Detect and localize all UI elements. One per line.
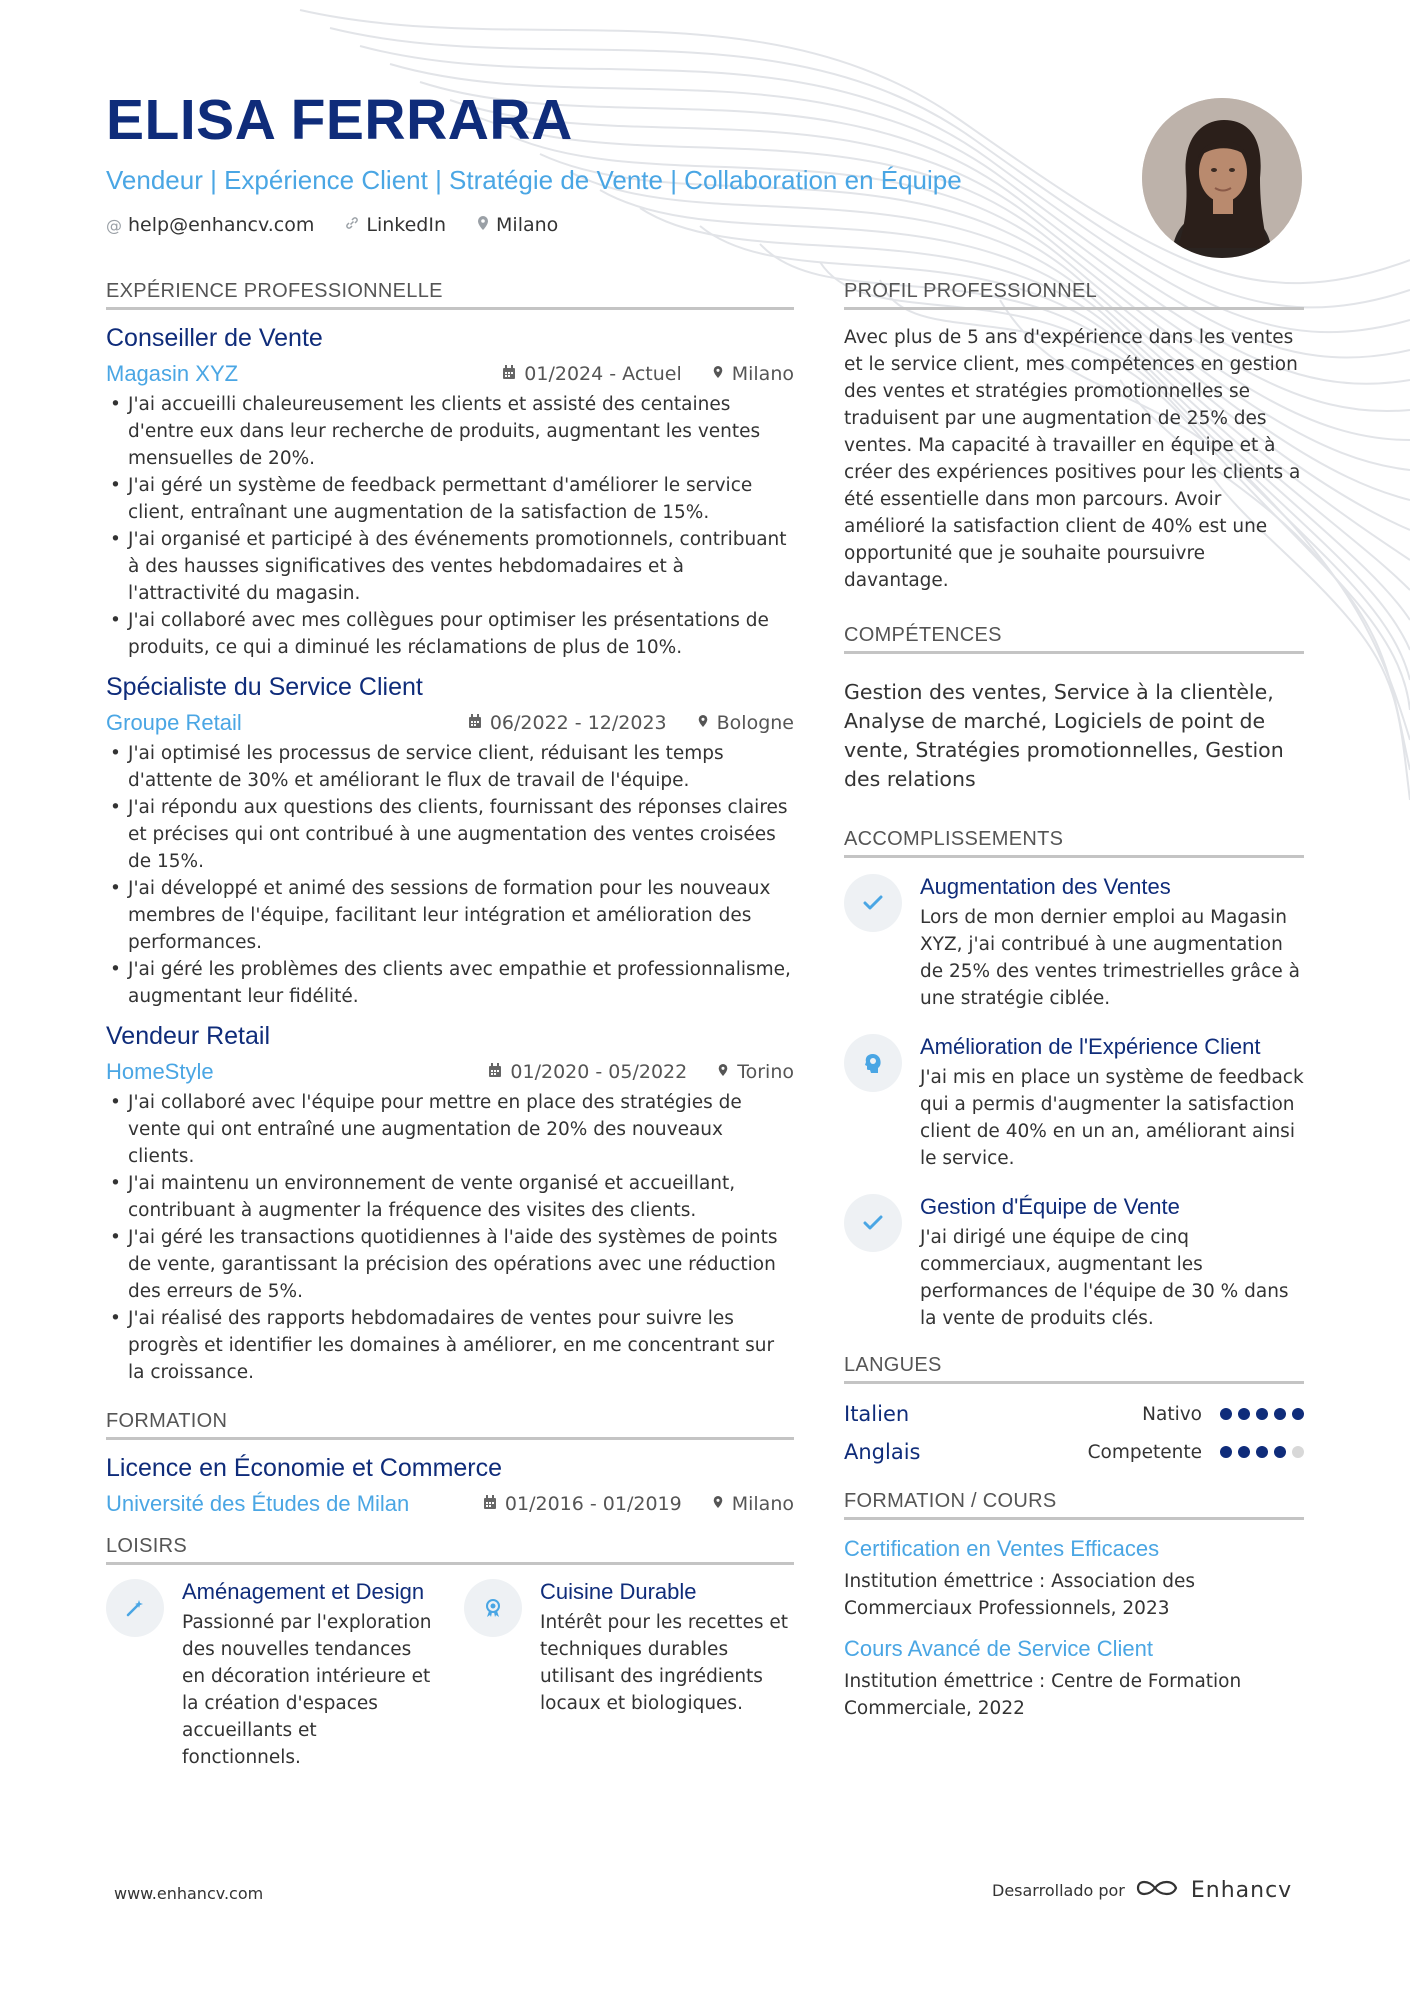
skills-section-title: COMPÉTENCES bbox=[844, 624, 1304, 654]
job-dates-text: 06/2022 - 12/2023 bbox=[489, 712, 667, 734]
course-text: Institution émettrice : Centre de Formation Commerciale, 2022 bbox=[844, 1671, 1242, 1719]
job-location-text: Torino bbox=[737, 1061, 794, 1083]
head-brain-icon bbox=[844, 1034, 902, 1092]
job-meta bbox=[106, 361, 794, 387]
achievement-item bbox=[844, 1194, 1304, 1332]
hobby-title: Aménagement et Design bbox=[182, 1579, 425, 1604]
contact-linkedin[interactable] bbox=[344, 214, 446, 236]
experience-section-title: EXPÉRIENCE PROFESSIONNELLE bbox=[106, 280, 794, 310]
language-level: Competente bbox=[1087, 1441, 1202, 1463]
achievement-title: Amélioration de l'Expérience Client bbox=[920, 1034, 1261, 1059]
hobby-text: Intérêt pour les recettes et techniques durables utilisant des ingrédients locaux et biologiques. bbox=[540, 1612, 789, 1714]
rating-dot-empty bbox=[1292, 1446, 1304, 1458]
location-pin-icon bbox=[717, 1062, 729, 1082]
checkmark-icon bbox=[844, 1194, 902, 1252]
degree-title: Licence en Économie et Commerce bbox=[106, 1454, 503, 1482]
calendar-icon bbox=[488, 1063, 502, 1082]
resume-header bbox=[106, 88, 1106, 236]
link-icon bbox=[344, 215, 360, 235]
language-level: Nativo bbox=[1142, 1403, 1202, 1425]
job-company: Magasin XYZ bbox=[106, 361, 239, 386]
brand-name: Enhancv bbox=[1190, 1877, 1293, 1903]
job-entry bbox=[106, 673, 794, 1010]
job-dates bbox=[488, 1061, 687, 1083]
location-pin-icon bbox=[697, 713, 709, 733]
job-company: Groupe Retail bbox=[106, 710, 242, 735]
achievement-text: J'ai dirigé une équipe de cinq commerciaux, augmentant les performances de l'équipe de 30 % dans la vente de produits clés. bbox=[920, 1227, 1289, 1329]
education-entry bbox=[106, 1454, 794, 1517]
job-title: Conseiller de Vente bbox=[106, 324, 323, 352]
contact-row bbox=[106, 214, 1106, 236]
job-bullet: • J'ai développé et animé des sessions de formation pour les nouveaux membres de l'équipe, facilitant leur intégration et amélioration des performances. bbox=[106, 875, 794, 956]
location-pin-icon bbox=[712, 364, 724, 384]
calendar-icon bbox=[483, 1495, 497, 1514]
education-dates-text: 01/2016 - 01/2019 bbox=[504, 1493, 682, 1515]
language-item bbox=[844, 1440, 1304, 1464]
job-bullet: • J'ai répondu aux questions des clients, fournissant des réponses claires et précises qui ont contribué à une augmentation des ventes croisées de 15%. bbox=[106, 794, 794, 875]
job-meta bbox=[106, 1059, 794, 1085]
location-pin-icon bbox=[712, 1494, 724, 1514]
language-item bbox=[844, 1402, 1304, 1426]
left-column bbox=[106, 280, 794, 1771]
award-icon bbox=[464, 1579, 522, 1637]
language-rating bbox=[1220, 1408, 1304, 1420]
profile-text: Avec plus de 5 ans d'expérience dans les ventes et le service client, mes compétences en gestion des ventes et stratégies promotionnelles se traduisent par une augmentation de 25% des ventes. Ma capacité à travailler en équipe et à créer des expériences positives pour les clients a été essentielle dans mon parcours. Avoir amélioré la satisfaction client de 40% est une opportunité que je souhaite poursuivre davantage. bbox=[844, 327, 1301, 591]
course-text: Institution émettrice : Association des Commerciaux Professionnels, 2023 bbox=[844, 1571, 1196, 1619]
email-text: help@enhancv.com bbox=[128, 214, 315, 236]
footer-website[interactable]: www.enhancv.com bbox=[114, 1884, 264, 1903]
languages-section-title: LANGUES bbox=[844, 1354, 1304, 1384]
location-pin-icon bbox=[476, 215, 490, 235]
job-bullets bbox=[106, 391, 794, 661]
job-bullet: • J'ai maintenu un environnement de vente organisé et accueillant, contribuant à augmenter la fréquence des visites des clients. bbox=[106, 1170, 794, 1224]
course-item bbox=[844, 1636, 1304, 1722]
rating-dot-filled bbox=[1220, 1446, 1232, 1458]
education-section-title: FORMATION bbox=[106, 1410, 794, 1440]
education-location bbox=[712, 1493, 794, 1515]
achievement-title: Augmentation des Ventes bbox=[920, 874, 1171, 899]
job-bullets bbox=[106, 1089, 794, 1386]
job-bullet: • J'ai collaboré avec mes collègues pour optimiser les présentations de produits, ce qui a diminué les réclamations de plus de 10%. bbox=[106, 607, 794, 661]
at-icon: @ bbox=[106, 215, 122, 235]
job-location bbox=[697, 712, 794, 734]
job-title: Spécialiste du Service Client bbox=[106, 673, 423, 701]
hobby-text: Passionné par l'exploration des nouvelles tendances en décoration intérieure et la création d'espaces accueillants et fonctionnels. bbox=[182, 1612, 432, 1768]
hobby-item bbox=[464, 1579, 794, 1771]
job-bullets bbox=[106, 740, 794, 1010]
job-entry bbox=[106, 1022, 794, 1386]
job-bullet: • J'ai optimisé les processus de service client, réduisant les temps d'attente de 30% et améliorant le flux de travail de l'équipe. bbox=[106, 740, 794, 794]
hobbies-section-title: LOISIRS bbox=[106, 1535, 794, 1565]
job-bullet: • J'ai organisé et participé à des événements promotionnels, contribuant à des hausses significatives des ventes hebdomadaires et à l'attractivité du magasin. bbox=[106, 526, 794, 607]
wand-icon bbox=[106, 1579, 164, 1637]
linkedin-text: LinkedIn bbox=[366, 214, 447, 236]
school-name: Université des Études de Milan bbox=[106, 1491, 410, 1516]
rating-dot-filled bbox=[1256, 1446, 1268, 1458]
skills-text: Gestion des ventes, Service à la clientèle, Analyse de marché, Logiciels de point de vente, Stratégies promotionnelles, Gestion des relations bbox=[844, 680, 1284, 791]
checkmark-icon bbox=[844, 874, 902, 932]
achievement-text: J'ai mis en place un système de feedback qui a permis d'augmenter la satisfaction client de 40% en un an, améliorant ainsi le service. bbox=[920, 1067, 1304, 1169]
rating-dot-filled bbox=[1274, 1408, 1286, 1420]
job-location bbox=[717, 1061, 794, 1083]
job-location-text: Milano bbox=[731, 363, 794, 385]
job-entry bbox=[106, 324, 794, 661]
job-dates bbox=[468, 712, 667, 734]
job-bullet: • J'ai géré les problèmes des clients avec empathie et professionnalisme, augmentant leur fidélité. bbox=[106, 956, 794, 1010]
footer-branding bbox=[992, 1876, 1292, 1904]
rating-dot-filled bbox=[1238, 1408, 1250, 1420]
course-title: Cours Avancé de Service Client bbox=[844, 1636, 1153, 1661]
profile-section-title: PROFIL PROFESSIONNEL bbox=[844, 280, 1304, 310]
job-dates bbox=[502, 363, 681, 385]
hobby-title: Cuisine Durable bbox=[540, 1579, 697, 1604]
calendar-icon bbox=[468, 714, 482, 733]
rating-dot-filled bbox=[1274, 1446, 1286, 1458]
powered-by-text: Desarrollado por bbox=[992, 1880, 1125, 1900]
job-bullet: • J'ai accueilli chaleureusement les clients et assisté des centaines d'entre eux dans leur recherche de produits, augmentant les ventes mensuelles de 20%. bbox=[106, 391, 794, 472]
right-column bbox=[844, 280, 1304, 1722]
language-name: Italien bbox=[844, 1402, 910, 1426]
achievement-title: Gestion d'Équipe de Vente bbox=[920, 1194, 1180, 1219]
profile-photo bbox=[1142, 98, 1302, 258]
rating-dot-filled bbox=[1220, 1408, 1232, 1420]
courses-section-title: FORMATION / COURS bbox=[844, 1490, 1304, 1520]
rating-dot-filled bbox=[1238, 1446, 1250, 1458]
education-dates bbox=[483, 1493, 682, 1515]
hobby-item bbox=[106, 1579, 436, 1771]
language-rating bbox=[1220, 1446, 1304, 1458]
job-location bbox=[712, 363, 794, 385]
course-item bbox=[844, 1536, 1304, 1622]
education-meta bbox=[106, 1491, 794, 1517]
calendar-icon bbox=[502, 365, 516, 384]
candidate-name: ELISA FERRARA bbox=[106, 88, 573, 152]
achievement-item bbox=[844, 874, 1304, 1012]
job-dates-text: 01/2020 - 05/2022 bbox=[510, 1061, 688, 1083]
job-bullet: • J'ai collaboré avec l'équipe pour mettre en place des stratégies de vente qui ont entraîné une augmentation de 20% des nouveaux clients. bbox=[106, 1089, 794, 1170]
job-company: HomeStyle bbox=[106, 1059, 214, 1084]
job-bullet: • J'ai géré les transactions quotidiennes à l'aide des systèmes de points de vente, garantissant la précision des opérations avec une réduction des erreurs de 5%. bbox=[106, 1224, 794, 1305]
job-meta bbox=[106, 710, 794, 736]
rating-dot-filled bbox=[1292, 1408, 1304, 1420]
job-location-text: Bologne bbox=[716, 712, 794, 734]
job-title: Vendeur Retail bbox=[106, 1022, 271, 1050]
achievement-item bbox=[844, 1034, 1304, 1172]
achievements-section-title: ACCOMPLISSEMENTS bbox=[844, 828, 1304, 858]
language-name: Anglais bbox=[844, 1440, 921, 1464]
location-text: Milano bbox=[496, 214, 559, 236]
enhancv-logo-icon bbox=[1135, 1876, 1181, 1904]
contact-email[interactable] bbox=[106, 214, 314, 236]
contact-location bbox=[476, 214, 558, 236]
job-bullet: • J'ai réalisé des rapports hebdomadaires de ventes pour suivre les progrès et identifier les domaines à améliorer, en me concentrant sur la croissance. bbox=[106, 1305, 794, 1386]
hobbies-list bbox=[106, 1579, 794, 1771]
candidate-tagline: Vendeur | Expérience Client | Stratégie de Vente | Collaboration en Équipe bbox=[106, 165, 962, 195]
education-location-text: Milano bbox=[731, 1493, 794, 1515]
course-title: Certification en Ventes Efficaces bbox=[844, 1536, 1160, 1561]
rating-dot-filled bbox=[1256, 1408, 1268, 1420]
job-bullet: • J'ai géré un système de feedback permettant d'améliorer le service client, entraînant une augmentation de la satisfaction de 15%. bbox=[106, 472, 794, 526]
achievement-text: Lors de mon dernier emploi au Magasin XYZ, j'ai contribué à une augmentation de 25% des ventes trimestrielles grâce à une stratégie ciblée. bbox=[920, 907, 1300, 1009]
job-dates-text: 01/2024 - Actuel bbox=[524, 363, 682, 385]
